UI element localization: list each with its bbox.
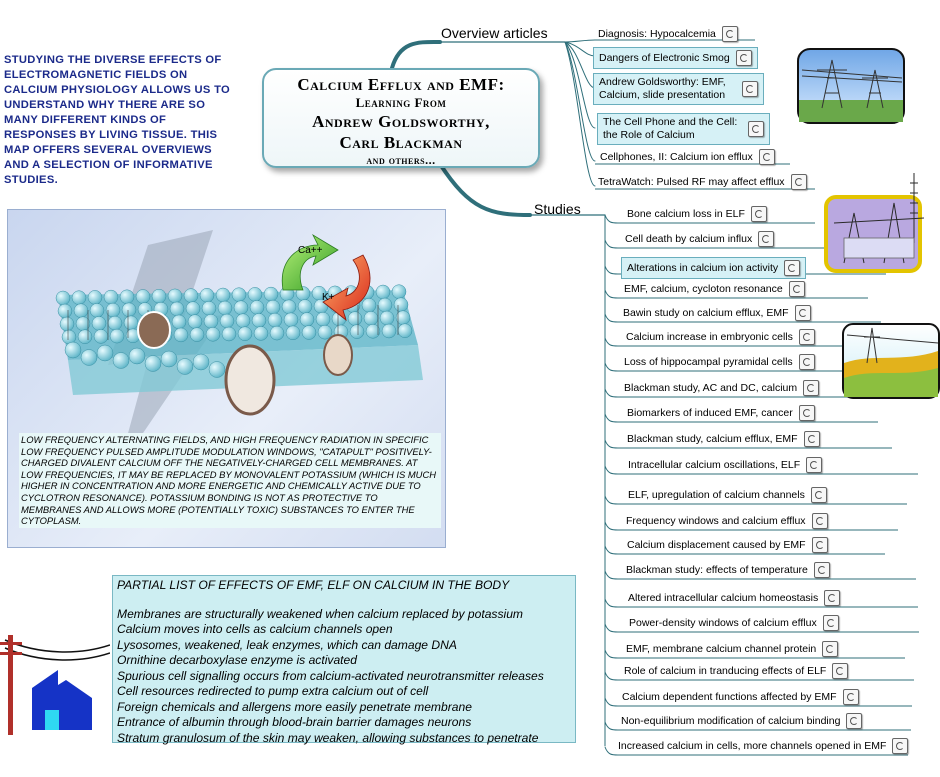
branch-studies[interactable]: Studies — [534, 201, 581, 217]
study-item[interactable]: Loss of hippocampal pyramidal cells — [624, 354, 815, 370]
lipid-head — [60, 317, 74, 331]
study-item[interactable]: Calcium dependent functions affected by EMF — [622, 689, 859, 705]
study-item[interactable]: Alterations in calcium ion activity — [621, 257, 806, 279]
lipid-head — [378, 298, 392, 312]
effect-item: Foreign chemicals and allergens more easily penetrate membrane — [117, 699, 472, 714]
study-item[interactable]: Increased calcium in cells, more channels opened in EMF — [618, 738, 908, 754]
lipid-head — [88, 290, 102, 304]
attachment-icon[interactable] — [791, 174, 807, 190]
central-title-line4: Carl Blackman — [339, 133, 463, 152]
lipid-head — [152, 289, 166, 303]
central-title-line5: and others... — [366, 153, 436, 167]
lipid-head — [90, 303, 104, 317]
attachment-icon[interactable] — [736, 50, 752, 66]
attachment-icon[interactable] — [812, 513, 828, 529]
lipid-head — [161, 351, 177, 367]
attachment-icon[interactable] — [846, 713, 862, 729]
attachment-icon[interactable] — [806, 457, 822, 473]
lipid-head — [188, 315, 202, 329]
attachment-icon[interactable] — [789, 281, 805, 297]
lipid-head — [202, 301, 216, 315]
effect-item: Membranes are structurally weakened when calcium replaced by potassium — [117, 606, 524, 621]
attachment-icon[interactable] — [799, 354, 815, 370]
lipid-head — [113, 353, 129, 369]
study-item[interactable]: EMF, membrane calcium channel protein — [626, 641, 838, 657]
central-title-line2: Learning From — [355, 95, 447, 110]
attachment-icon[interactable] — [843, 689, 859, 705]
lipid-head — [200, 288, 214, 302]
study-item[interactable]: ELF, upregulation of calcium channels — [628, 487, 827, 503]
lipid-head — [362, 298, 376, 312]
lipid-head — [222, 327, 236, 341]
study-item[interactable]: Calcium increase in embryonic cells — [626, 329, 815, 345]
attachment-icon[interactable] — [832, 663, 848, 679]
lipid-head — [268, 313, 282, 327]
study-item[interactable]: Biomarkers of induced EMF, cancer — [627, 405, 815, 421]
attachment-icon[interactable] — [751, 206, 767, 222]
effects-list — [112, 575, 576, 743]
lipid-head — [65, 342, 81, 358]
house-power-pole-icon — [0, 630, 110, 740]
effect-item: Ornithine decarboxylase enzyme is activated — [117, 653, 357, 667]
study-item[interactable]: Bawin study on calcium efflux, EMF — [623, 305, 811, 321]
lipid-head — [236, 314, 250, 328]
lipid-head — [170, 302, 184, 316]
lipid-head — [193, 354, 209, 370]
lipid-head — [145, 356, 161, 372]
effects-title: PARTIAL LIST OF EFFECTS OF EMF, ELF ON CALCIUM IN THE BODY — [117, 578, 510, 592]
attachment-icon[interactable] — [824, 590, 840, 606]
lipid-head — [184, 289, 198, 303]
lipid-head — [104, 290, 118, 304]
effect-item: Stratum granulosum of the skin may weaken, allowing substances to penetrate — [117, 730, 539, 745]
study-item[interactable]: Role of calcium in tranducing effects of ELF — [624, 663, 848, 679]
lipid-head — [398, 324, 412, 338]
lipid-head — [177, 359, 193, 375]
study-item[interactable]: Non-equilibrium modification of calcium binding — [621, 713, 862, 729]
lipid-head — [232, 288, 246, 302]
lipid-head — [364, 311, 378, 325]
lipid-head — [238, 327, 252, 341]
lipid-head — [120, 290, 134, 304]
lipid-head — [350, 325, 364, 339]
attachment-icon[interactable] — [799, 405, 815, 421]
lipid-head — [234, 301, 248, 315]
lipid-head — [190, 328, 204, 342]
attachment-icon[interactable] — [804, 431, 820, 447]
attachment-icon[interactable] — [799, 329, 815, 345]
attachment-icon[interactable] — [811, 487, 827, 503]
attachment-icon[interactable] — [722, 26, 738, 42]
lipid-head — [74, 304, 88, 318]
effect-item: Calcium moves into cells as calcium channels open — [117, 622, 393, 636]
calcium-ion-label: Ca++ — [298, 245, 323, 256]
attachment-icon[interactable] — [823, 615, 839, 631]
lipid-head — [392, 285, 406, 299]
lipid-head — [136, 290, 150, 304]
study-item[interactable]: Blackman study: effects of temperature — [626, 562, 830, 578]
attachment-icon[interactable] — [822, 641, 838, 657]
lipid-head — [81, 350, 97, 366]
attachment-icon[interactable] — [892, 738, 908, 754]
lipid-head — [92, 316, 106, 330]
attachment-icon[interactable] — [812, 537, 828, 553]
intro-text: STUDYING THE DIVERSE EFFECTS OF ELECTROMAGNETIC FIELDS ON CALCIUM PHYSIOLOGY ALLOWS US TO UNDERSTAND WHY THERE ARE SO MANY DIFFERENT KINDS OF RESPONSES BY LIVING TISSUE. THIS MAP OFFERS SEVERAL OVERVIEWS AND A SELECTION OF INFORMATIVE STUDIES. — [4, 54, 231, 186]
lipid-head — [110, 329, 124, 343]
lipid-head — [376, 285, 390, 299]
branch-overview-articles[interactable]: Overview articles — [441, 25, 548, 41]
attachment-icon[interactable] — [795, 305, 811, 321]
attachment-icon[interactable] — [784, 260, 800, 276]
lipid-head — [286, 326, 300, 340]
lipid-head — [122, 303, 136, 317]
lipid-head — [282, 300, 296, 314]
lipid-head — [72, 291, 86, 305]
lipid-head — [252, 313, 266, 327]
lipid-head — [270, 326, 284, 340]
effect-item: Cell resources redirected to pump extra calcium out of cell — [117, 684, 429, 698]
study-item[interactable]: Intracellular calcium oscillations, ELF — [628, 457, 822, 473]
attachment-icon[interactable] — [742, 81, 758, 97]
lipid-head — [206, 327, 220, 341]
study-item[interactable]: Blackman study, calcium efflux, EMF — [627, 431, 820, 447]
lipid-head — [186, 302, 200, 316]
attachment-icon[interactable] — [759, 149, 775, 165]
lipid-head — [124, 316, 138, 330]
lipid-head — [316, 312, 330, 326]
illustration-caption: LOW FREQUENCY ALTERNATING FIELDS, AND HIGH FREQUENCY RADIATION IN SPECIFIC LOW FREQUENCY PULSED AMPLITUDE MODULATION WINDOWS, "CATAPULT" POSITIVELY-CHARGED DIVALENT CALCIUM OFF THE NEGATIVELY-CHARGED CELL MEMBRANES. AT LOW FREQUENCIES, IT MAY BE REPLACED BY MONOVALENT POTASSIUM (WHICH IS MUCH HIGHER IN CONCENTRATION AND MORE ENERGETIC AND CHEMICALLY ACTIVE DUE TO CYCLOTRON RESONANCE). POTASSIUM BONDING IS NOT AS PROTECTIVE TO MEMBRANES AND ALLOWS MORE (POTENTIALLY TOXIC) SUBSTANCES TO ENTER THE CYTOPLASM. — [19, 433, 441, 528]
lipid-head — [56, 291, 70, 305]
lipid-head — [284, 313, 298, 327]
central-title-line1: Calcium Efflux and EMF: — [297, 75, 505, 94]
lipid-head — [248, 287, 262, 301]
lipid-head — [204, 314, 218, 328]
field-power-lines-image — [842, 323, 940, 399]
lipid-head — [172, 315, 186, 329]
attachment-icon[interactable] — [814, 562, 830, 578]
central-topic[interactable] — [262, 68, 540, 168]
overview-item[interactable]: Andrew Goldsworthy: EMF, Calcium, slide presentation — [593, 73, 764, 105]
study-item[interactable]: Frequency windows and calcium efflux — [626, 513, 828, 529]
study-item[interactable]: Power-density windows of calcium efflux — [629, 615, 839, 631]
lipid-head — [254, 326, 268, 340]
lipid-head — [380, 311, 394, 325]
lipid-head — [266, 300, 280, 314]
lipid-head — [108, 316, 122, 330]
overview-item[interactable]: Dangers of Electronic Smog — [593, 47, 758, 69]
lipid-head — [318, 325, 332, 339]
power-lines-image — [797, 48, 905, 124]
lipid-head — [78, 330, 92, 344]
potassium-ion-label: K+ — [322, 292, 335, 303]
lipid-head — [97, 345, 113, 361]
attachment-icon[interactable] — [758, 231, 774, 247]
lipid-head — [302, 326, 316, 340]
overview-item[interactable]: Diagnosis: Hypocalcemia — [598, 26, 738, 42]
lipid-head — [348, 312, 362, 326]
lipid-head — [382, 324, 396, 338]
study-item[interactable]: Bone calcium loss in ELF — [627, 206, 767, 222]
effect-item: Lysosomes, weakened, leak enzymes, which can damage DNA — [117, 637, 457, 652]
lipid-head — [168, 289, 182, 303]
lipid-head — [129, 348, 145, 364]
attachment-icon[interactable] — [803, 380, 819, 396]
lipid-head — [250, 300, 264, 314]
effect-item: Entrance of albumin through blood-brain barrier damages neurons — [117, 715, 472, 729]
lipid-head — [174, 328, 188, 342]
lipid-head — [218, 301, 232, 315]
lipid-head — [216, 288, 230, 302]
study-item[interactable]: Blackman study, AC and DC, calcium — [624, 380, 819, 396]
study-item[interactable]: Cell death by calcium influx — [625, 231, 774, 247]
study-item[interactable]: Calcium displacement caused by EMF — [627, 537, 828, 553]
overview-item[interactable]: TetraWatch: Pulsed RF may affect efflux — [598, 174, 807, 190]
lipid-head — [298, 300, 312, 314]
power-station-image — [824, 173, 932, 273]
lipid-head — [58, 304, 72, 318]
lipid-head — [94, 329, 108, 343]
lipid-head — [394, 298, 408, 312]
lipid-head — [300, 313, 314, 327]
overview-item[interactable]: The Cell Phone and the Cell: the Role of Calcium — [597, 113, 770, 145]
lipid-head — [220, 314, 234, 328]
lipid-head — [264, 287, 278, 301]
study-item[interactable]: EMF, calcium, cycloton resonance — [624, 281, 805, 297]
effect-item: Spurious cell signalling occurs from calcium-activated neurotransmitter releases — [117, 668, 544, 683]
central-title-line3: Andrew Goldsworthy, — [312, 112, 490, 131]
attachment-icon[interactable] — [748, 121, 764, 137]
overview-item[interactable]: Cellphones, II: Calcium ion efflux — [600, 149, 775, 165]
study-item[interactable]: Altered intracellular calcium homeostasis — [628, 590, 840, 606]
lipid-head — [209, 362, 225, 378]
